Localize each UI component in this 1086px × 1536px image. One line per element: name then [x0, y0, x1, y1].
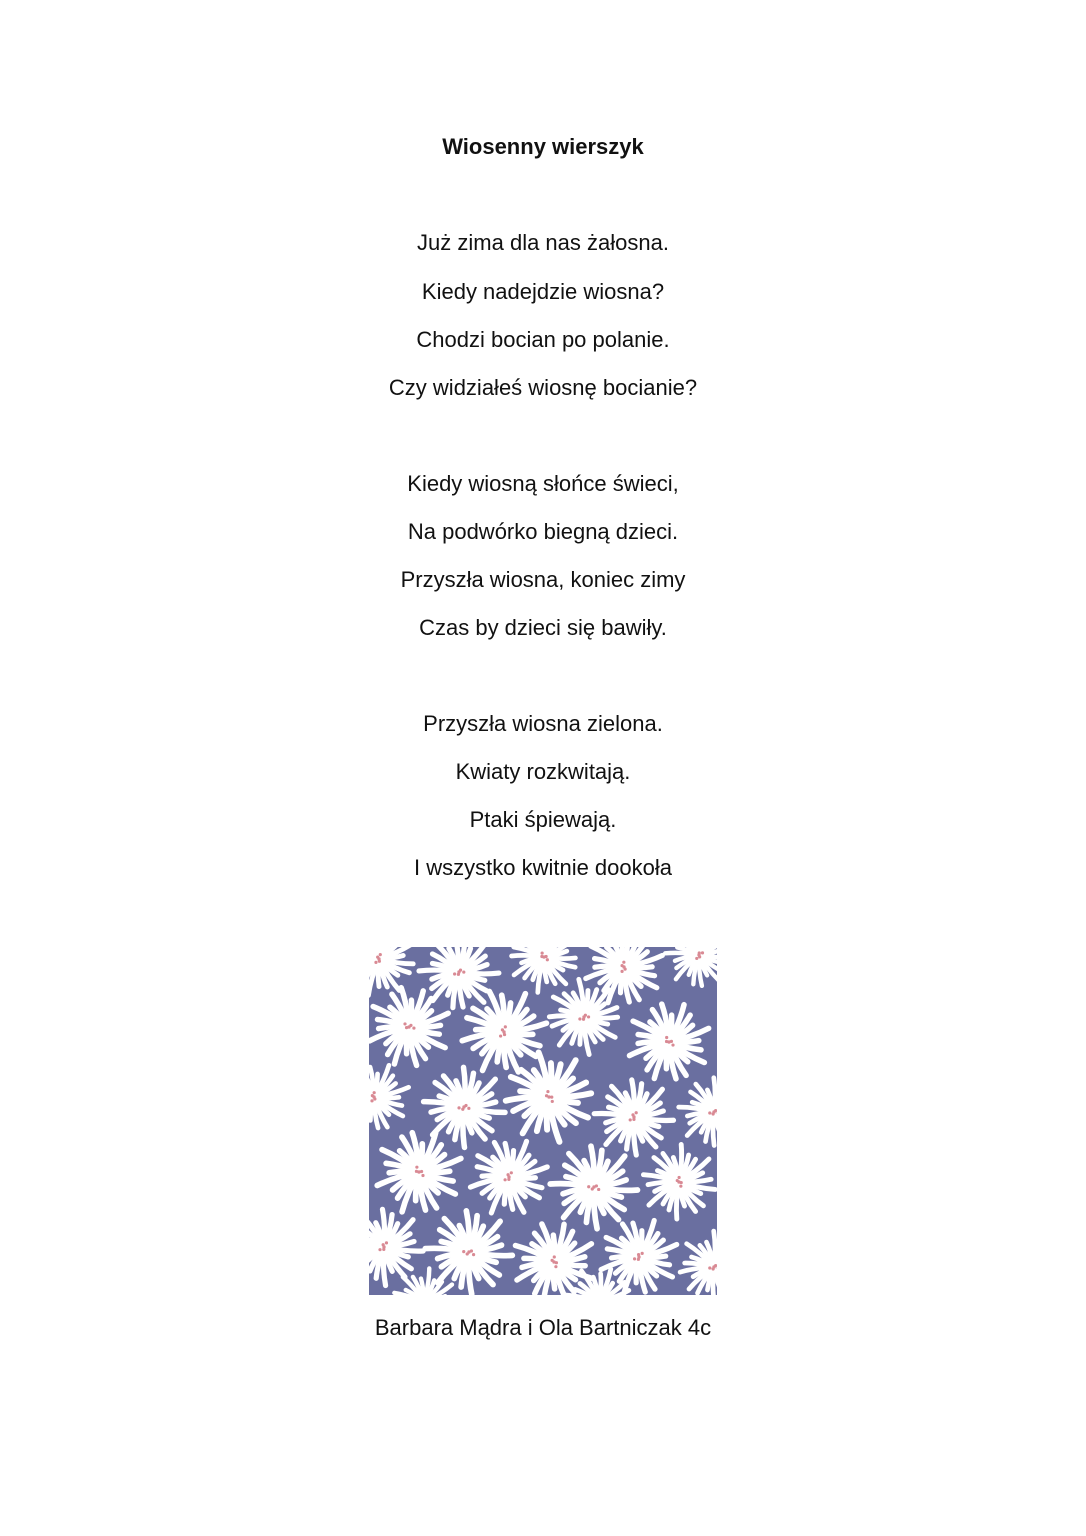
daisy-flower-icon — [470, 1141, 547, 1213]
author-signature: Barbara Mądra i Ola Bartniczak 4c — [374, 1315, 712, 1340]
daisy-flower-icon — [512, 947, 576, 992]
poem-title: Wiosenny wierszyk — [442, 134, 644, 159]
daisy-flower-icon — [594, 1080, 673, 1155]
daisy-pattern-image — [369, 947, 717, 1295]
daisy-flower-icon — [369, 1065, 409, 1129]
daisy-flower-icon — [549, 979, 617, 1054]
daisy-flower-icon — [369, 947, 413, 995]
poem-line: Na podwórko biegną dzieci. — [407, 519, 679, 544]
poem-line: Kiedy nadejdzie wiosna? — [421, 279, 665, 304]
poem-line: Kwiaty rozkwitają. — [455, 759, 631, 784]
daisy-flower-icon — [377, 1133, 461, 1212]
poem-line: Już zima dla nas żałosna. — [417, 230, 669, 255]
poem-line: Chodzi bocian po polanie. — [416, 327, 670, 352]
daisy-flower-icon — [643, 1144, 715, 1219]
poem-line: Ptaki śpiewają. — [469, 807, 617, 832]
daisy-flower-icon — [462, 991, 546, 1071]
daisy-flower-icon — [630, 1004, 709, 1079]
daisy-flower-icon — [550, 1146, 637, 1229]
daisy-flower-icon — [680, 1231, 717, 1295]
poem-line: Przyszła wiosna, koniec zimy — [400, 567, 686, 592]
daisy-flower-icon — [425, 1211, 512, 1294]
poem-line: Przyszła wiosna zielona. — [423, 711, 663, 736]
daisy-flower-icon — [665, 947, 717, 986]
poem-line: Kiedy wiosną słońce świeci, — [407, 471, 679, 496]
daisy-flower-icon — [679, 1078, 717, 1146]
daisy-flower-icon — [369, 1209, 423, 1285]
daisy-pattern-graphic — [369, 947, 717, 1295]
poem-line: Czy widziałeś wiosnę bocianie? — [388, 375, 698, 400]
poem-line: Czas by dzieci się bawiły. — [419, 615, 667, 640]
poem-line: I wszystko kwitnie dookoła — [414, 855, 672, 880]
